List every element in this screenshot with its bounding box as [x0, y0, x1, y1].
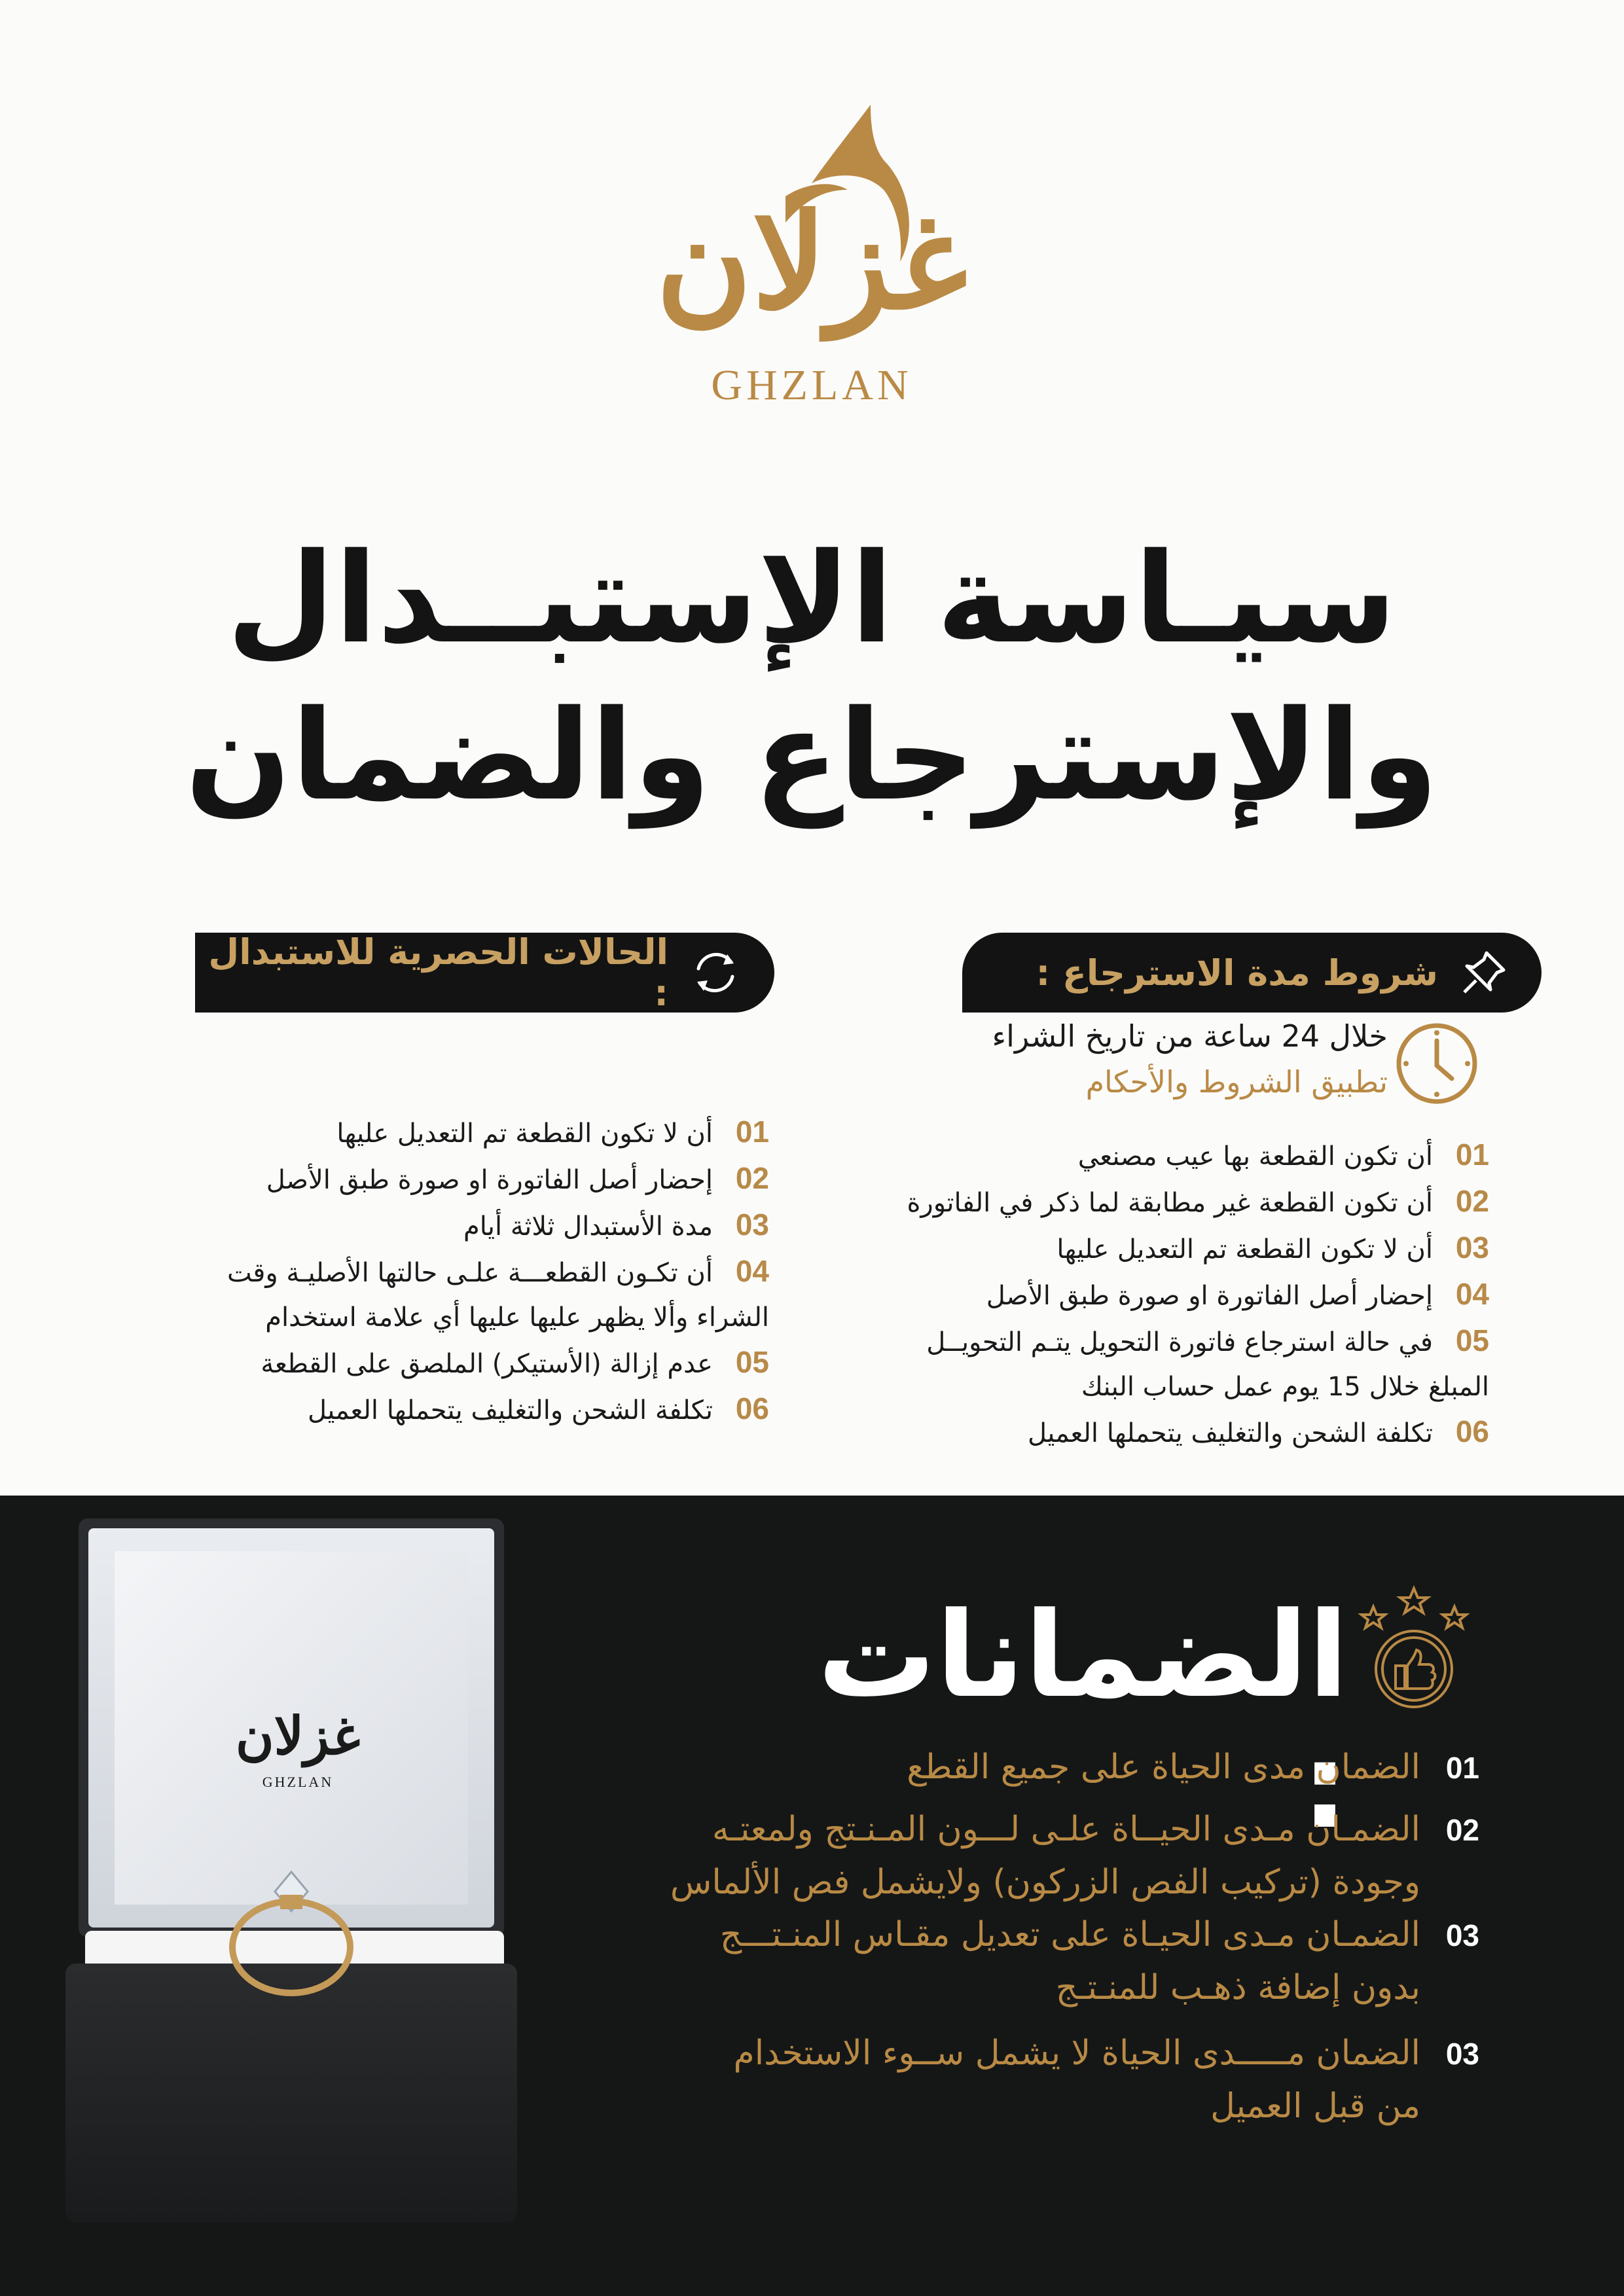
list-item: 02إحضار أصل الفاتورة او صورة طبق الأصل	[266, 1161, 769, 1195]
list-item: 06تكلفة الشحن والتغليف يتحملها العميل	[307, 1391, 769, 1426]
exchange-cases-header	[195, 933, 774, 1013]
list-item-continuation: من قبل العميل	[1210, 2087, 1420, 2126]
refresh-icon	[688, 945, 743, 1000]
list-item: 04إحضار أصل الفاتورة او صورة طبق الأصل	[986, 1277, 1489, 1311]
list-item: 02الضمـان مـدى الحيــاة علـى لـــون المـنـتج ولمعتـه	[712, 1810, 1479, 1849]
brand-logo	[589, 92, 1034, 419]
svg-text:غزلان: غزلان	[656, 185, 967, 339]
exchange-cases-list	[151, 1109, 769, 1433]
list-item: 03الضمان مـــــدى الحياة لا يشمل ســوء الاستخدام	[733, 2034, 1479, 2073]
return-conditions-header	[962, 933, 1542, 1013]
return-conditions-list	[844, 1132, 1489, 1456]
list-item: 03أن لا تكون القطعة تم التعديل عليها	[1056, 1230, 1489, 1265]
list-item: 02أن تكون القطعة غير مطابقة لما ذكر في الفاتورة	[907, 1184, 1489, 1218]
terms-conditions-text: تطبيق الشروط والأحكام	[1085, 1064, 1388, 1100]
guarantees-list	[537, 1741, 1479, 2132]
svg-text:GHZLAN: GHZLAN	[262, 1774, 334, 1790]
list-item: 01أن تكون القطعة بها عيب مصنعي	[1077, 1138, 1489, 1172]
list-item-continuation: المبلغ خلال 15 يوم عمل حساب البنك	[1081, 1372, 1489, 1402]
return-period-text: خلال 24 ساعة من تاريخ الشراء	[992, 1018, 1388, 1054]
page-title-line-1: سيـاسة الإستبــدال	[226, 526, 1397, 671]
list-item: 05في حالة استرجاع فاتورة التحويل يتـم التحويــل	[926, 1323, 1489, 1357]
svg-text:غزلان: غزلان	[235, 1705, 361, 1767]
thumbs-up-stars-icon	[1355, 1581, 1473, 1712]
guarantees-title: الضمانات :	[818, 1587, 1348, 1855]
return-period-note	[923, 1013, 1492, 1111]
list-item: 05عدم إزالة (الأستيكر) الملصق على القطعة	[261, 1345, 769, 1379]
exchange-cases-title: الحالات الحصرية للاستبدال :	[208, 931, 668, 1014]
page-title-line-2: والإسترجاع والضمان	[185, 683, 1439, 828]
list-item: 06تكلفة الشحن والتغليف يتحملها العميل	[1027, 1414, 1489, 1448]
list-item: 03الضمـان مـدى الحيـاة على تعديل مقـاس المنـتـــج	[719, 1915, 1479, 1954]
pin-icon	[1458, 946, 1510, 999]
list-item: 01الضمان مدى الحياة على جميع القطع	[907, 1748, 1479, 1787]
list-item: 03مدة الأستبدال ثلاثة أيام	[463, 1208, 769, 1242]
list-item-continuation: الشراء وألا يظهر عليها عليها أي علامة استخدام	[265, 1302, 769, 1333]
clock-icon	[1394, 1021, 1479, 1109]
list-item-continuation: بدون إضافة ذهـب للمنـتـج	[1055, 1968, 1420, 2007]
list-item: 01أن لا تكون القطعة تم التعديل عليها	[336, 1115, 769, 1149]
ring-box-image	[59, 1512, 517, 2225]
return-conditions-title: شروط مدة الاسترجاع :	[1036, 952, 1438, 994]
list-item-continuation: وجودة (تركيب الفص الزركون) ولايشمل فص الألماس	[670, 1863, 1420, 1902]
svg-text:GHZLAN: GHZLAN	[711, 361, 912, 409]
list-item: 04أن تكـون القطعـــة علـى حالتها الأصليـة وقت	[226, 1254, 769, 1288]
gazelle-logo-mark	[589, 92, 1034, 419]
